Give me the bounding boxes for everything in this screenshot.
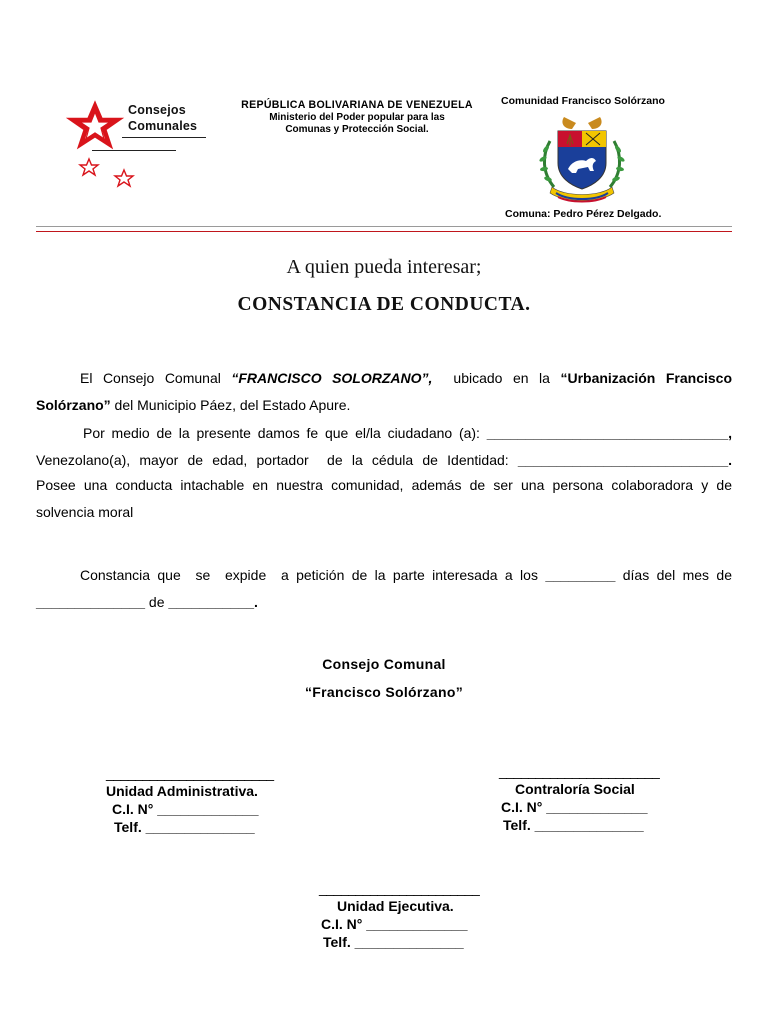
header-ministry-line1: Ministerio del Poder popular para las: [269, 112, 445, 123]
month-blank[interactable]: ______________: [36, 594, 146, 610]
logo-text-comunales: Comunales: [128, 119, 198, 133]
signature-ejecutiva-tel[interactable]: Telf. ______________: [323, 934, 464, 950]
signature-contraloria-title: Contraloría Social: [515, 781, 635, 797]
logo-underline-2: [92, 150, 176, 151]
logo-text-consejos: Consejos: [128, 103, 186, 117]
signature-ejecutiva-ci[interactable]: C.I. N° _____________: [321, 916, 468, 932]
header-community: Comunidad Francisco Solórzano: [501, 95, 665, 107]
citizen-text: Por medio de la presente damos fe que el/la ciudadano (a):: [83, 425, 487, 441]
header-republic: REPÚBLICA BOLIVARIANA DE VENEZUELA: [241, 99, 473, 111]
signature-ejecutiva: [319, 879, 479, 951]
urbanization-name: “Urbanización Francisco Solórzano”: [36, 370, 732, 413]
signature-ejecutiva-rule: ______________________: [319, 880, 480, 896]
issued-text-b: días del mes de: [615, 567, 732, 583]
consejo-name: “FRANCISCO SOLORZANO”,: [231, 370, 433, 386]
signature-contraloria: [499, 762, 659, 834]
paragraph-citizen: [36, 425, 732, 441]
intro-text-c: del Municipio Páez, del Estado Apure.: [110, 397, 351, 413]
consejos-comunales-logo: [66, 98, 216, 198]
coat-of-arms-icon: [534, 113, 630, 205]
signature-admin-ci[interactable]: C.I. N° _____________: [112, 801, 259, 817]
header-divider-red: [36, 231, 732, 232]
id-text: Venezolano(a), mayor de edad, portador de la cédula de Identidad:: [36, 452, 518, 468]
id-number-blank[interactable]: ___________________________.: [517, 452, 732, 468]
org-line-2: “Francisco Solórzano”: [305, 684, 463, 700]
signature-contraloria-tel[interactable]: Telf. ______________: [503, 817, 644, 833]
header-institution: [222, 99, 492, 136]
signature-admin-tel[interactable]: Telf. ______________: [114, 819, 255, 835]
intro-text-b: ubicado en la: [432, 370, 561, 386]
logo-underline: [122, 137, 206, 138]
issued-text-a: Constancia que se expide a petición de la parte interesada a los: [80, 567, 546, 583]
paragraph-issued: [36, 567, 732, 583]
page-title: CONSTANCIA DE CONDUCTA.: [237, 294, 531, 315]
intro-text-a: El Consejo Comunal: [80, 370, 232, 386]
header-divider-gray: [36, 226, 732, 227]
date-text: de: [145, 594, 169, 610]
paragraph-date: [36, 594, 732, 610]
paragraph-id: [36, 452, 732, 468]
paragraph-conduct: Posee una conducta intachable en nuestra comunidad, además de ser una persona colaboradora y de solvencia moral: [36, 477, 732, 520]
signature-ejecutiva-title: Unidad Ejecutiva.: [337, 898, 454, 914]
day-blank[interactable]: _________: [545, 567, 616, 583]
header-comuna: Comuna: Pedro Pérez Delgado.: [505, 208, 662, 220]
year-blank[interactable]: ___________.: [168, 594, 258, 610]
signature-contraloria-rule: ______________________: [499, 763, 660, 779]
org-line-1: Consejo Comunal: [322, 656, 446, 672]
header-ministry-line2: Comunas y Protección Social.: [285, 124, 429, 135]
paragraph-intro: [36, 365, 732, 419]
salutation: A quien pueda interesar;: [286, 256, 482, 278]
signature-admin-rule: _______________________: [106, 765, 274, 781]
signature-admin-title: Unidad Administrativa.: [106, 783, 258, 799]
signature-contraloria-ci[interactable]: C.I. N° _____________: [501, 799, 648, 815]
citizen-name-blank[interactable]: _______________________________,: [486, 425, 732, 441]
signature-admin: [106, 764, 274, 836]
